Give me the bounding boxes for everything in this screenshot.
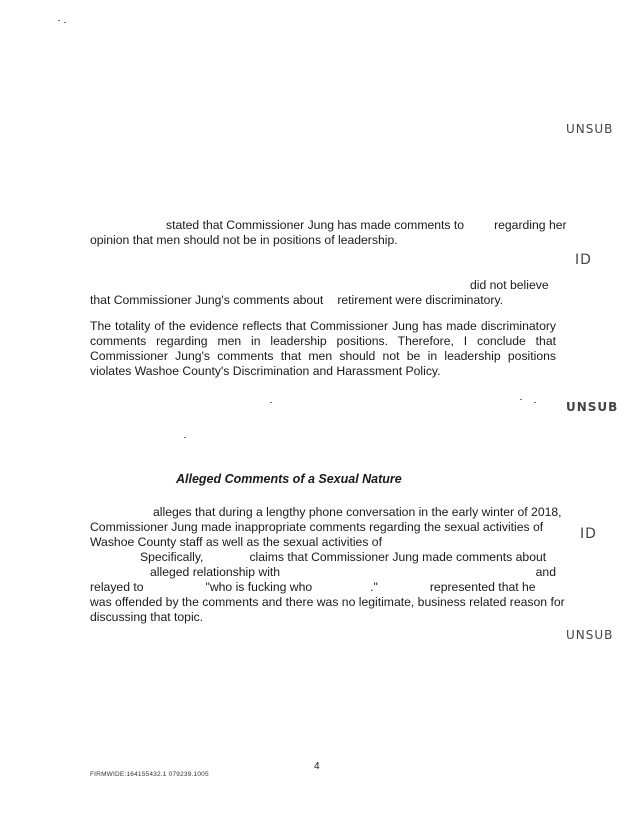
paragraph-comments-leadership [90,218,567,248]
paragraph-text: discussing that topic. [90,610,204,624]
paragraph-text: stated that Commissioner Jung has made comments to [166,218,465,232]
paragraph-text: "who is fucking who [205,580,313,594]
paragraph-text: Commissioner Jung made inappropriate comments regarding the sexual activities of [90,520,544,534]
section-heading: Alleged Comments of a Sexual Nature [176,472,402,486]
scan-speck [270,402,272,403]
scan-speck [520,399,522,400]
scan-speck [64,22,66,23]
margin-note-unsub: UNSUB [566,628,614,642]
paragraph-text: represented that he [429,580,536,594]
page-number: 4 [314,761,320,772]
paragraph-text: retirement were discriminatory. [337,293,504,307]
scan-speck [184,437,186,438]
document-id-footer: FIRMWIDE:164155432.1 079239.1005 [90,771,209,778]
paragraph-text: that Commissioner Jung's comments about [90,293,324,307]
paragraph-text: and [535,565,556,579]
scan-speck [58,20,60,21]
paragraph-text: alleged relationship with [150,565,281,579]
paragraph-text: did not believe [470,278,549,292]
margin-note-unsub: UNSUB [566,400,619,414]
paragraph-sexual-comments [90,505,565,625]
paragraph-text: ." [370,580,378,594]
margin-note-id: ID [580,526,597,542]
paragraph-text: Washoe County staff as well as the sexual activities of [90,535,382,549]
paragraph-text: opinion that men should not be in positions of leadership. [90,233,398,247]
paragraph-text: relayed to [90,580,144,594]
paragraph-text: regarding her [494,218,567,232]
margin-note-id: ID [575,252,592,268]
paragraph-conclusion: The totality of the evidence reflects that Commissioner Jung has made discriminatory comments regarding men in leadership positions. Therefore, I conclude that Commissioner Jung's comments that men should not be in leadership positions violates Washoe County's Discrimination and Harassment Policy. [90,319,556,378]
paragraph-text: Specifically, [140,550,204,564]
margin-note-unsub: UNSUB [566,122,614,136]
paragraph-text: alleges that during a lengthy phone conversation in the early winter of 2018, [153,505,562,519]
paragraph-retirement-comments [90,278,556,308]
paragraph-text: claims that Commissioner Jung made comments about [249,550,547,564]
paragraph-text: was offended by the comments and there was no legitimate, business related reason for [90,595,565,609]
scan-speck [534,402,536,403]
